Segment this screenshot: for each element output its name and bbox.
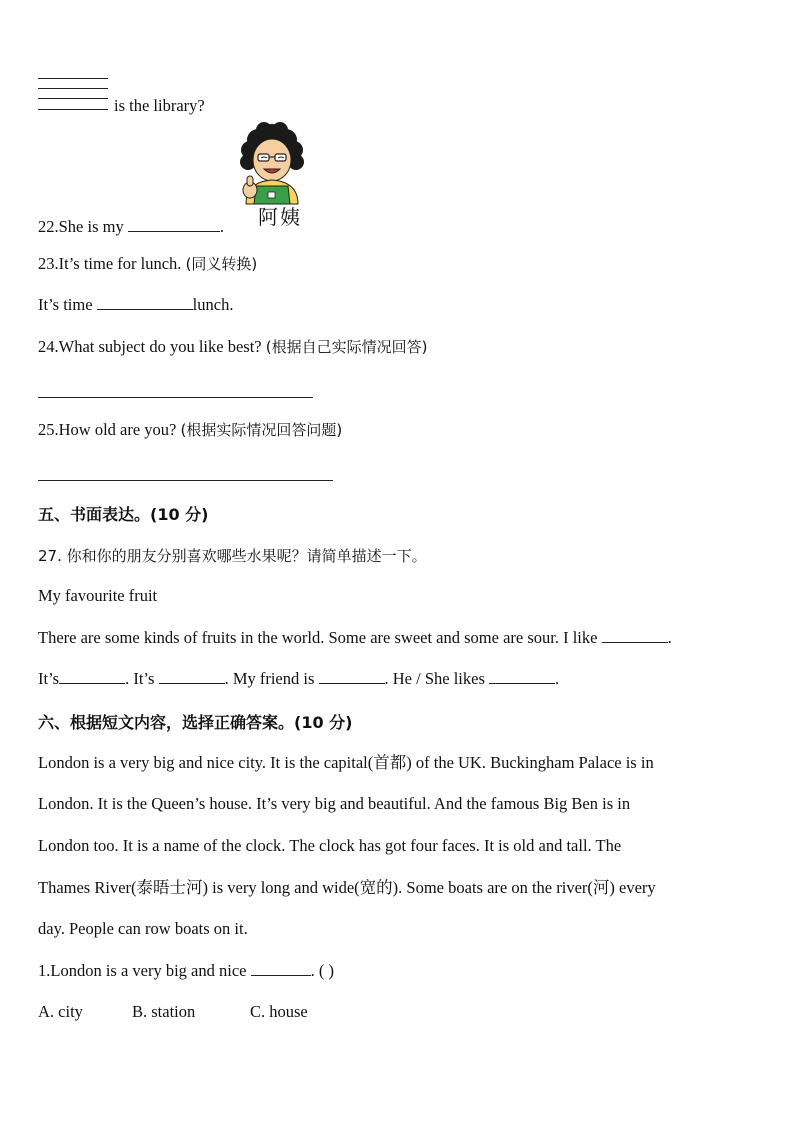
instruction: (根据自己实际情况回答): [265, 338, 428, 356]
period: .: [555, 669, 560, 688]
question-number: 25.: [38, 420, 59, 439]
composition-text: . My friend is: [224, 669, 315, 688]
question-23-answer: [38, 295, 233, 315]
composition-text: It’s: [38, 669, 60, 688]
answer-prefix: It’s time: [38, 295, 93, 314]
question-text: What subject do you like best?: [58, 337, 262, 356]
passage-line: Thames River(泰晤士河) is very long and wide(宽的). Some boats are on the river(河) every: [38, 878, 656, 897]
option-b[interactable]: B. station: [132, 1002, 196, 1021]
question-1: [38, 961, 334, 981]
answer-line[interactable]: [38, 480, 333, 481]
option-c[interactable]: C. house: [250, 1002, 308, 1021]
answer-blank[interactable]: [602, 628, 668, 643]
answer-blank[interactable]: [319, 669, 385, 684]
question-text: 1.London is a very big and nice: [38, 961, 247, 980]
question-27: 27. 你和你的朋友分别喜欢哪些水果呢？请简单描述一下。: [38, 547, 427, 565]
instruction: (根据实际情况回答问题): [180, 421, 343, 439]
answer-bracket: . ( ): [310, 961, 334, 980]
answer-blank[interactable]: [97, 295, 193, 310]
answer-line[interactable]: [38, 109, 108, 110]
passage-line: London. It is the Queen’s house. It’s very big and beautiful. And the famous Big Ben is in: [38, 794, 631, 813]
question-number: 24.: [38, 337, 59, 356]
instruction: (同义转换): [185, 255, 258, 273]
question-25: [38, 420, 342, 440]
answer-blank[interactable]: [159, 669, 225, 684]
question-23: [38, 254, 257, 274]
answer-blank[interactable]: [489, 669, 555, 684]
section-6-heading: 六、根据短文内容，选择正确答案。(10 分): [38, 713, 353, 732]
question-text: She is my: [58, 217, 124, 236]
option-a[interactable]: A. city: [38, 1002, 83, 1021]
answer-line[interactable]: [38, 88, 108, 89]
answer-line[interactable]: [38, 78, 108, 79]
composition-text: . It’s: [125, 669, 155, 688]
period: .: [219, 217, 224, 236]
question-number: 22.: [38, 217, 59, 236]
answer-suffix: lunch.: [192, 295, 234, 314]
question-text: It’s time for lunch.: [58, 254, 182, 273]
passage-line: London too. It is a name of the clock. The clock has got four faces. It is old and tall. The: [38, 836, 622, 855]
question-24: [38, 337, 427, 357]
answer-blank[interactable]: [251, 961, 311, 976]
passage-line: London is a very big and nice city. It is the capital(首都) of the UK. Buckingham Palace is in: [38, 753, 654, 772]
composition-line-2: [38, 669, 559, 689]
question-number: 23.: [38, 254, 59, 273]
question-text: How old are you?: [58, 420, 177, 439]
composition-text: There are some kinds of fruits in the world. Some are sweet and some are sour. I like: [38, 628, 598, 647]
answer-line[interactable]: [38, 397, 313, 398]
passage-line: day. People can row boats on it.: [38, 919, 248, 938]
answer-blank[interactable]: [59, 669, 125, 684]
answer-line[interactable]: [38, 98, 108, 99]
picture-caption: 阿姨: [258, 205, 302, 229]
composition-title: My favourite fruit: [38, 586, 158, 605]
period: .: [667, 628, 672, 647]
composition-line-1: [38, 628, 672, 648]
section-5-heading: 五、书面表达。(10 分): [38, 505, 209, 524]
answer-blank[interactable]: [128, 217, 220, 232]
question-22: [38, 217, 224, 237]
composition-text: . He / She likes: [384, 669, 485, 688]
q21-text: is the library?: [114, 96, 205, 115]
